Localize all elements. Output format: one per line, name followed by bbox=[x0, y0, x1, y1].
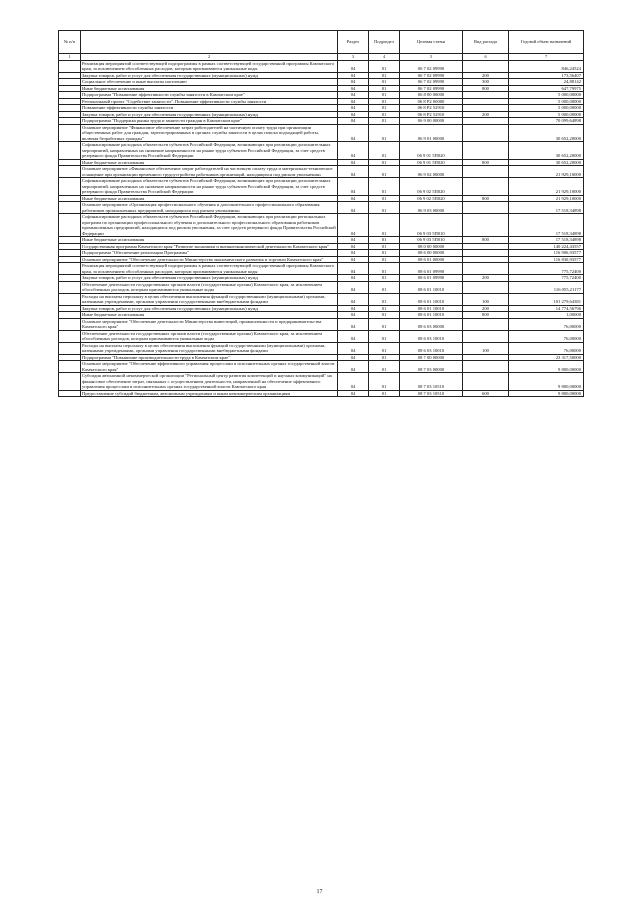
row-amount-cell: 140 224,43557 bbox=[509, 243, 584, 250]
row-podrazdel-cell: 01 bbox=[369, 118, 400, 125]
row-podrazdel-cell: 01 bbox=[369, 105, 400, 112]
table-row bbox=[59, 390, 584, 397]
row-razdel-cell: 04 bbox=[338, 275, 369, 282]
row-expense-type-cell bbox=[463, 142, 509, 160]
table-row bbox=[59, 124, 584, 142]
row-amount-cell: 76,00000 bbox=[509, 330, 584, 342]
row-amount-cell: 1,00000 bbox=[509, 312, 584, 319]
row-name-cell: Основное мероприятие «Финансовое обеспечение затрат работодателей на частичную оплату труда и материально-техническое оснащение при организации временного трудоустройства работников организаций, находящихся под риском увольнения» bbox=[81, 166, 338, 178]
row-target-article-cell: 08 6 01 09990 bbox=[400, 263, 463, 275]
row-name-cell: Субсидия автономной некоммерческой организации "Региональный центр развития компетенций и научных коммуникаций" на финансовое обеспечение затрат, связанных с осуществлением деятельности, направленной на обеспечение эффективного управления процессами в исполнительных органах государственной власти Камчатского края bbox=[81, 373, 338, 391]
row-target-article-cell: 06 9 03 5П010 bbox=[400, 214, 463, 237]
row-name-cell: Основное мероприятие "Обеспечение деятельности Министерства инвестиций, промышленности и предпринимательства Камчатского края" bbox=[81, 318, 338, 330]
row-target-article-cell: 06 9 01 00000 bbox=[400, 124, 463, 142]
row-razdel-cell: 04 bbox=[338, 166, 369, 178]
row-razdel-cell: 04 bbox=[338, 124, 369, 142]
row-podrazdel-cell: 01 bbox=[369, 72, 400, 79]
row-number-cell bbox=[59, 202, 81, 214]
row-target-article-cell: 08 0 00 00000 bbox=[400, 243, 463, 250]
table-row bbox=[59, 166, 584, 178]
row-name-cell: Подпрограмма "Обеспечение реализации Программы" bbox=[81, 250, 338, 257]
row-name-cell: Государственная программа Камчатского края "Развитие экономики и внешнеэкономической деятельности Камчатского края" bbox=[81, 243, 338, 250]
row-podrazdel-cell: 01 bbox=[369, 256, 400, 263]
row-name-cell: Подпрограмма "Поддержка рынка труда и занятости граждан в Камчатском крае" bbox=[81, 118, 338, 125]
row-razdel-cell: 04 bbox=[338, 361, 369, 373]
row-number-cell bbox=[59, 361, 81, 373]
row-target-article-cell: 06 8 P2 52910 bbox=[400, 111, 463, 118]
row-number-cell bbox=[59, 178, 81, 196]
row-target-article-cell: 06 9 03 5П010 bbox=[400, 237, 463, 244]
row-expense-type-cell bbox=[463, 202, 509, 214]
row-podrazdel-cell: 01 bbox=[369, 202, 400, 214]
row-amount-cell: 846,24524 bbox=[509, 60, 584, 72]
row-name-cell: Иные бюджетные ассигнования bbox=[81, 195, 338, 202]
row-target-article-cell: 08 7 03 00000 bbox=[400, 361, 463, 373]
table-row bbox=[59, 178, 584, 196]
row-name-cell: Иные бюджетные ассигнования bbox=[81, 312, 338, 319]
row-name-cell: Иные бюджетные ассигнования bbox=[81, 85, 338, 92]
row-podrazdel-cell: 01 bbox=[369, 330, 400, 342]
table-row bbox=[59, 318, 584, 330]
row-number-cell bbox=[59, 142, 81, 160]
row-podrazdel-cell: 01 bbox=[369, 275, 400, 282]
row-podrazdel-cell: 01 bbox=[369, 142, 400, 160]
row-target-article-cell: 08 6 01 00000 bbox=[400, 256, 463, 263]
row-number-cell bbox=[59, 166, 81, 178]
row-razdel-cell: 04 bbox=[338, 330, 369, 342]
row-amount-cell: 17 518,34898 bbox=[509, 237, 584, 244]
row-name-cell: Закупка товаров, работ и услуг для обеспечения государственных (муниципальных) нужд bbox=[81, 111, 338, 118]
row-number-cell bbox=[59, 293, 81, 305]
row-target-article-cell: 08 7 03 10510 bbox=[400, 373, 463, 391]
row-name-cell: Основное мероприятие "Финансовое обеспечение затрат работодателей на частичную оплату труда при организации общественных работ для граждан, зарегистрированных в органах службы занятости в целях поиска подходящей работы, включая безработных граждан" bbox=[81, 124, 338, 142]
row-target-article-cell: 06 7 02 09990 bbox=[400, 79, 463, 86]
row-amount-cell: 647,79975 bbox=[509, 85, 584, 92]
row-name-cell: Подпрограмма "Повышение производительности труда в Камчатском крае" bbox=[81, 354, 338, 361]
row-razdel-cell: 04 bbox=[338, 293, 369, 305]
row-name-cell: Иные бюджетные ассигнования bbox=[81, 237, 338, 244]
table-row bbox=[59, 142, 584, 160]
row-podrazdel-cell: 01 bbox=[369, 111, 400, 118]
column-number: 3 bbox=[338, 54, 369, 61]
row-amount-cell: 775,72400 bbox=[509, 275, 584, 282]
row-expense-type-cell: 800 bbox=[463, 159, 509, 166]
row-expense-type-cell: 800 bbox=[463, 85, 509, 92]
row-expense-type-cell: 200 bbox=[463, 305, 509, 312]
row-podrazdel-cell: 01 bbox=[369, 342, 400, 354]
row-expense-type-cell bbox=[463, 318, 509, 330]
row-name-cell: Основное мероприятие "Обеспечение деятельности Министерства экономического развития и торговли Камчатского края" bbox=[81, 256, 338, 263]
table-row bbox=[59, 281, 584, 293]
row-razdel-cell: 04 bbox=[338, 373, 369, 391]
row-number-cell bbox=[59, 390, 81, 397]
row-amount-cell: 116 830,93577 bbox=[509, 256, 584, 263]
row-name-cell: Софинансирование расходных обязательств субъектов Российской Федерации, возникающих при реализации дополнительных мероприятий, направленных на снижение напряженности на рынке труда субъектов Российской Федерации, за счет средств резервного фонда Правительства Российской Федерации bbox=[81, 142, 338, 160]
row-name-cell: Закупка товаров, работ и услуг для обеспечения государственных (муниципальных) нужд bbox=[81, 275, 338, 282]
header-number: № п/п bbox=[59, 31, 81, 54]
row-target-article-cell: 08 7 03 10510 bbox=[400, 390, 463, 397]
table-row bbox=[59, 293, 584, 305]
row-target-article-cell: 06 9 01 5П020 bbox=[400, 159, 463, 166]
row-name-cell: Обеспечение деятельности государственных органов власти (государственные органы) Камчатского края, за исключением обособленных расходов, которым присваиваются уникальные коды bbox=[81, 281, 338, 293]
row-amount-cell: 9 800,00000 bbox=[509, 361, 584, 373]
row-amount-cell: 14 774,56796 bbox=[509, 305, 584, 312]
row-expense-type-cell bbox=[463, 281, 509, 293]
column-number: 6 bbox=[463, 54, 509, 61]
row-target-article-cell: 06 9 01 5П020 bbox=[400, 142, 463, 160]
row-razdel-cell: 04 bbox=[338, 195, 369, 202]
row-podrazdel-cell: 01 bbox=[369, 373, 400, 391]
row-podrazdel-cell: 01 bbox=[369, 312, 400, 319]
row-target-article-cell: 08 6 01 10010 bbox=[400, 312, 463, 319]
row-expense-type-cell bbox=[463, 361, 509, 373]
row-podrazdel-cell: 01 bbox=[369, 305, 400, 312]
row-expense-type-cell: 200 bbox=[463, 275, 509, 282]
row-name-cell: Обеспечение деятельности государственных органов власти (государственные органы) Камчатского края, за исключением обособленных расходов, которым присваиваются уникальные коды bbox=[81, 330, 338, 342]
row-amount-cell: 24,88142 bbox=[509, 79, 584, 86]
row-amount-cell: 9 800,00000 bbox=[509, 390, 584, 397]
row-target-article-cell: 08 6 01 10010 bbox=[400, 305, 463, 312]
row-number-cell bbox=[59, 373, 81, 391]
row-amount-cell: 101 279,64381 bbox=[509, 293, 584, 305]
row-expense-type-cell bbox=[463, 214, 509, 237]
row-amount-cell: 17 518,34898 bbox=[509, 214, 584, 237]
row-name-cell: Повышение эффективности службы занятости bbox=[81, 105, 338, 112]
row-razdel-cell: 04 bbox=[338, 263, 369, 275]
row-amount-cell: 173,56407 bbox=[509, 72, 584, 79]
row-name-cell: Подпрограмма "Повышение эффективности службы занятости в Камчатском крае" bbox=[81, 92, 338, 99]
row-target-article-cell: 08 6 01 10010 bbox=[400, 281, 463, 293]
row-podrazdel-cell: 01 bbox=[369, 92, 400, 99]
row-podrazdel-cell: 01 bbox=[369, 60, 400, 72]
row-expense-type-cell bbox=[463, 330, 509, 342]
row-amount-cell: 30 652,20000 bbox=[509, 159, 584, 166]
row-razdel-cell: 04 bbox=[338, 342, 369, 354]
row-target-article-cell: 08 6 00 00000 bbox=[400, 250, 463, 257]
row-amount-cell: 30 652,20000 bbox=[509, 142, 584, 160]
row-number-cell bbox=[59, 330, 81, 342]
row-razdel-cell: 04 bbox=[338, 256, 369, 263]
row-name-cell: Иные бюджетные ассигнования bbox=[81, 159, 338, 166]
row-name-cell: Региональный проект "Содействие занятости". Повышение эффективности службы занятости bbox=[81, 98, 338, 105]
row-target-article-cell: 06 7 02 09990 bbox=[400, 72, 463, 79]
row-podrazdel-cell: 01 bbox=[369, 166, 400, 178]
row-target-article-cell: 06 9 02 5П020 bbox=[400, 178, 463, 196]
row-razdel-cell: 04 bbox=[338, 390, 369, 397]
row-razdel-cell: 04 bbox=[338, 105, 369, 112]
row-razdel-cell: 04 bbox=[338, 72, 369, 79]
row-amount-cell: 17 518,34898 bbox=[509, 202, 584, 214]
row-podrazdel-cell: 01 bbox=[369, 124, 400, 142]
row-amount-cell: 116 906,93577 bbox=[509, 250, 584, 257]
row-name-cell: Основное мероприятие "Обеспечение эффективного управления процессами в исполнительных органах государственной власти Камчатского края" bbox=[81, 361, 338, 373]
column-number: 1 bbox=[59, 54, 81, 61]
row-expense-type-cell: 800 bbox=[463, 195, 509, 202]
header-target-article: Целевая статья bbox=[400, 31, 463, 54]
row-podrazdel-cell: 01 bbox=[369, 79, 400, 86]
row-podrazdel-cell: 01 bbox=[369, 281, 400, 293]
row-razdel-cell: 04 bbox=[338, 312, 369, 319]
row-expense-type-cell: 100 bbox=[463, 342, 509, 354]
row-razdel-cell: 04 bbox=[338, 98, 369, 105]
header-row bbox=[59, 31, 584, 54]
row-expense-type-cell: 300 bbox=[463, 79, 509, 86]
row-name-cell: Основное мероприятие «Организация профессионального обучения и дополнительного профессионального образования работников промышленных предприятий, находящихся под риском увольнения» bbox=[81, 202, 338, 214]
row-expense-type-cell: 200 bbox=[463, 111, 509, 118]
header-expense-type: Вид расхода bbox=[463, 31, 509, 54]
row-name-cell: Реализация мероприятий соответствующей подпрограммы в рамках соответствующей государственной программы Камчатского края, за исключением обособленных расходов, которым присваиваются уникальные коды bbox=[81, 263, 338, 275]
row-amount-cell: 30 652,20000 bbox=[509, 124, 584, 142]
row-name-cell: Социальное обеспечение и иные выплаты населению bbox=[81, 79, 338, 86]
row-number-cell bbox=[59, 281, 81, 293]
row-amount-cell: 70 099,64898 bbox=[509, 118, 584, 125]
row-amount-cell: 76,00000 bbox=[509, 318, 584, 330]
row-number-cell bbox=[59, 342, 81, 354]
row-amount-cell: 21 929,10000 bbox=[509, 195, 584, 202]
table-row bbox=[59, 361, 584, 373]
row-amount-cell: 5 000,00000 bbox=[509, 105, 584, 112]
row-razdel-cell: 04 bbox=[338, 354, 369, 361]
row-razdel-cell: 04 bbox=[338, 159, 369, 166]
row-razdel-cell: 04 bbox=[338, 281, 369, 293]
row-target-article-cell: 08 7 00 00000 bbox=[400, 354, 463, 361]
row-expense-type-cell: 200 bbox=[463, 72, 509, 79]
table-row bbox=[59, 202, 584, 214]
row-expense-type-cell bbox=[463, 373, 509, 391]
column-number: 5 bbox=[400, 54, 463, 61]
row-number-cell bbox=[59, 214, 81, 237]
row-razdel-cell: 04 bbox=[338, 111, 369, 118]
row-amount-cell: 5 000,00000 bbox=[509, 98, 584, 105]
row-target-article-cell: 06 8 00 00000 bbox=[400, 92, 463, 99]
row-podrazdel-cell: 01 bbox=[369, 237, 400, 244]
header-podrazdel: Подраздел bbox=[369, 31, 400, 54]
row-amount-cell: 21 929,10000 bbox=[509, 178, 584, 196]
row-podrazdel-cell: 01 bbox=[369, 98, 400, 105]
row-amount-cell: 5 000,00000 bbox=[509, 92, 584, 99]
row-razdel-cell: 04 bbox=[338, 250, 369, 257]
row-podrazdel-cell: 01 bbox=[369, 390, 400, 397]
row-name-cell: Расходы на выплаты персоналу в целях обеспечения выполнения функций государственными (муниципальными) органами, казенными учреждениями, органами управления государственными внебюджетными фондами bbox=[81, 342, 338, 354]
row-razdel-cell: 04 bbox=[338, 60, 369, 72]
row-podrazdel-cell: 01 bbox=[369, 243, 400, 250]
row-podrazdel-cell: 01 bbox=[369, 159, 400, 166]
row-expense-type-cell: 800 bbox=[463, 237, 509, 244]
budget-table bbox=[58, 30, 584, 397]
row-target-article-cell: 06 7 02 09990 bbox=[400, 60, 463, 72]
row-target-article-cell: 08 6 03 00000 bbox=[400, 318, 463, 330]
row-number-cell bbox=[59, 124, 81, 142]
row-target-article-cell: 06 9 03 00000 bbox=[400, 202, 463, 214]
row-amount-cell: 76,00000 bbox=[509, 342, 584, 354]
row-expense-type-cell bbox=[463, 263, 509, 275]
row-razdel-cell: 04 bbox=[338, 118, 369, 125]
row-podrazdel-cell: 01 bbox=[369, 293, 400, 305]
column-number: 7 bbox=[509, 54, 584, 61]
row-target-article-cell: 06 8 P2 52910 bbox=[400, 105, 463, 112]
column-number: 2 bbox=[81, 54, 338, 61]
table-row bbox=[59, 263, 584, 275]
row-podrazdel-cell: 01 bbox=[369, 263, 400, 275]
row-expense-type-cell bbox=[463, 178, 509, 196]
row-expense-type-cell bbox=[463, 166, 509, 178]
row-target-article-cell: 08 6 01 10010 bbox=[400, 293, 463, 305]
row-podrazdel-cell: 01 bbox=[369, 354, 400, 361]
row-expense-type-cell bbox=[463, 60, 509, 72]
row-amount-cell: 9 800,00000 bbox=[509, 373, 584, 391]
row-name-cell: Софинансирование расходных обязательств субъектов Российской Федерации, возникающих при реализации региональных программ по организации профессионального обучения и дополнительного профессионального образования работников промышленных предприятий, находящихся под риском увольнения, за счет средств резервного фонда Правительства Российской Федерации bbox=[82, 214, 336, 236]
row-razdel-cell: 04 bbox=[338, 178, 369, 196]
row-amount-cell: 116 055,21177 bbox=[509, 281, 584, 293]
table-row bbox=[59, 60, 584, 72]
row-razdel-cell: 04 bbox=[338, 202, 369, 214]
row-razdel-cell: 04 bbox=[338, 214, 369, 237]
row-podrazdel-cell: 01 bbox=[369, 214, 400, 237]
header-razdel: Раздел bbox=[338, 31, 369, 54]
row-target-article-cell: 08 6 03 10010 bbox=[400, 342, 463, 354]
row-target-article-cell: 08 6 03 10010 bbox=[400, 330, 463, 342]
row-number-cell bbox=[59, 318, 81, 330]
row-podrazdel-cell: 01 bbox=[369, 85, 400, 92]
row-razdel-cell: 04 bbox=[338, 92, 369, 99]
row-number-cell bbox=[59, 60, 81, 72]
row-name-cell: Закупка товаров, работ и услуг для обеспечения государственных (муниципальных) нужд bbox=[81, 305, 338, 312]
row-name-cell: Реализация мероприятий соответствующей подпрограммы в рамках соответствующей государственной программы Камчатского края, за исключением обособленных расходов, которым присваиваются уникальные коды bbox=[81, 60, 338, 72]
row-podrazdel-cell: 01 bbox=[369, 318, 400, 330]
header-annual-amount: Годовой объем назначений bbox=[509, 31, 584, 54]
budget-table-sheet bbox=[58, 30, 583, 397]
row-expense-type-cell: 100 bbox=[463, 293, 509, 305]
row-target-article-cell: 06 9 02 5П020 bbox=[400, 195, 463, 202]
row-target-article-cell: 06 8 P2 00000 bbox=[400, 98, 463, 105]
table-row bbox=[59, 214, 584, 237]
row-podrazdel-cell: 01 bbox=[369, 361, 400, 373]
row-podrazdel-cell: 01 bbox=[369, 178, 400, 196]
row-razdel-cell: 04 bbox=[338, 237, 369, 244]
row-razdel-cell: 04 bbox=[338, 142, 369, 160]
page-number: 17 bbox=[316, 889, 323, 895]
row-amount-cell: 5 000,00000 bbox=[509, 111, 584, 118]
row-razdel-cell: 04 bbox=[338, 243, 369, 250]
row-razdel-cell: 04 bbox=[338, 79, 369, 86]
row-name-cell: Софинансирование расходных обязательств субъектов Российской Федерации, возникающих при реализации дополнительных мероприятий, направленных на снижение напряженности на рынке труда субъектов Российской Федерации, за счет средств резервного фонда Правительства Российской Федерации bbox=[81, 178, 338, 196]
row-expense-type-cell bbox=[463, 124, 509, 142]
row-name-cell: Закупка товаров, работ и услуг для обеспечения государственных (муниципальных) нужд bbox=[81, 72, 338, 79]
row-amount-cell: 775,72400 bbox=[509, 263, 584, 275]
table-row bbox=[59, 342, 584, 354]
table-row bbox=[59, 373, 584, 391]
row-razdel-cell: 04 bbox=[338, 305, 369, 312]
row-name-cell: Расходы на выплаты персоналу в целях обеспечения выполнения функций государственными (муниципальными) органами, казенными учреждениями, органами управления государственными внебюджетными фондами bbox=[81, 293, 338, 305]
column-number: 4 bbox=[369, 54, 400, 61]
row-expense-type-cell: 600 bbox=[463, 390, 509, 397]
row-amount-cell: 23 317,50000 bbox=[509, 354, 584, 361]
table-row bbox=[59, 330, 584, 342]
row-podrazdel-cell: 01 bbox=[369, 250, 400, 257]
row-razdel-cell: 04 bbox=[338, 318, 369, 330]
row-podrazdel-cell: 01 bbox=[369, 195, 400, 202]
row-number-cell bbox=[59, 263, 81, 275]
row-name-cell: Предоставление субсидий бюджетным, автономным учреждениям и иным некоммерческим организациям bbox=[81, 390, 338, 397]
row-target-article-cell: 06 7 02 09990 bbox=[400, 85, 463, 92]
row-expense-type-cell: 800 bbox=[463, 312, 509, 319]
row-target-article-cell: 06 9 02 00000 bbox=[400, 166, 463, 178]
row-razdel-cell: 04 bbox=[338, 85, 369, 92]
row-amount-cell: 21 929,10000 bbox=[509, 166, 584, 178]
row-target-article-cell: 08 6 01 09990 bbox=[400, 275, 463, 282]
row-target-article-cell: 06 9 00 00000 bbox=[400, 118, 463, 125]
header-name bbox=[81, 31, 338, 54]
table-body bbox=[59, 60, 584, 397]
